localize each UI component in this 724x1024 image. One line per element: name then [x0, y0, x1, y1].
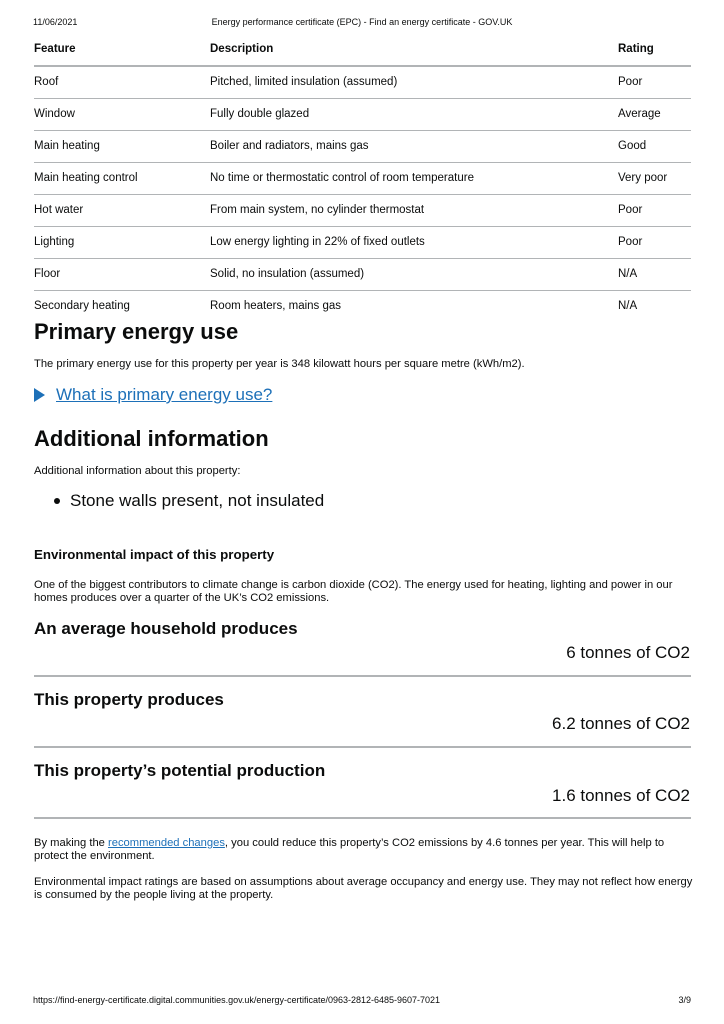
table-header-row — [34, 33, 691, 66]
feature-cell: Secondary heating — [34, 300, 130, 313]
triangle-right-icon — [34, 388, 45, 402]
description-cell: Low energy lighting in 22% of fixed outlets — [210, 226, 618, 258]
description-cell: Boiler and radiators, mains gas — [210, 130, 618, 162]
feature-cell: Main heating — [34, 130, 210, 162]
divider — [34, 675, 691, 677]
rating-cell: Average — [618, 98, 691, 130]
primary-energy-details-toggle[interactable] — [34, 384, 272, 406]
feature-cell: Roof — [34, 66, 210, 98]
property-produces-label: This property produces — [34, 690, 224, 709]
rating-cell: N/A — [618, 258, 691, 290]
description-cell: No time or thermostatic control of room temperature — [210, 162, 618, 194]
reduce-text-end: , you could reduce this property’s CO2 emissions by 4.6 tonnes per year. This will help to protect the environment. — [34, 837, 665, 862]
primary-energy-text: The primary energy use for this property per year is 348 kilowatt hours per square metre (kWh/m2). — [34, 358, 525, 370]
table-row — [34, 130, 691, 162]
potential-production-label: This property’s potential production — [34, 761, 326, 780]
reduce-text-start: By making the — [34, 837, 108, 849]
print-date: 11/06/2021 — [33, 17, 78, 27]
description-cell: Room heaters, mains gas — [210, 300, 342, 313]
average-household-value: 6 tonnes of CO2 — [566, 643, 690, 662]
feature-cell: Floor — [34, 258, 210, 290]
rating-cell: Poor — [618, 226, 691, 258]
description-cell: Solid, no insulation (assumed) — [210, 258, 618, 290]
table-row — [34, 162, 691, 194]
table-row — [34, 194, 691, 226]
rating-cell: N/A — [618, 300, 638, 313]
print-page-title: Energy performance certificate (EPC) - Find an energy certificate - GOV.UK — [211, 17, 513, 27]
bullet-icon — [54, 498, 60, 504]
average-household-label: An average household produces — [34, 619, 298, 638]
column-header-feature: Feature — [34, 33, 210, 66]
description-cell: Pitched, limited insulation (assumed) — [210, 66, 618, 98]
table-row — [34, 226, 691, 258]
table-row — [34, 66, 691, 98]
feature-cell: Hot water — [34, 194, 210, 226]
recommended-changes-link[interactable]: recommended changes — [108, 837, 225, 849]
table-row — [34, 98, 691, 130]
additional-info-intro: Additional information about this property: — [34, 465, 241, 477]
feature-cell: Main heating control — [34, 162, 210, 194]
column-header-description: Description — [210, 33, 618, 66]
property-produces-value: 6.2 tonnes of CO2 — [552, 714, 690, 733]
features-table — [34, 33, 691, 322]
potential-production-value: 1.6 tonnes of CO2 — [552, 786, 690, 805]
list-item-text: Stone walls present, not insulated — [70, 491, 325, 510]
column-header-rating: Rating — [618, 33, 691, 66]
description-cell: Fully double glazed — [210, 98, 618, 130]
divider — [34, 817, 691, 819]
description-cell: From main system, no cylinder thermostat — [210, 194, 618, 226]
print-header — [33, 17, 691, 29]
page-number: 3/9 — [678, 995, 691, 1005]
environmental-intro: One of the biggest contributors to climate change is carbon dioxide (CO2). The energy used for heating, lighting and power in our homes produces over a quarter of the UK’s CO2 emissions. — [34, 579, 673, 604]
primary-energy-heading: Primary energy use — [34, 319, 239, 344]
environmental-heading: Environmental impact of this property — [34, 547, 275, 562]
reduce-emissions-text — [34, 837, 694, 862]
rating-cell: Poor — [618, 194, 691, 226]
table-row — [34, 258, 691, 290]
details-summary-link[interactable]: What is primary energy use? — [56, 385, 273, 404]
divider — [34, 746, 691, 748]
additional-info-heading: Additional information — [34, 426, 269, 451]
table-row — [34, 290, 691, 322]
rating-cell: Very poor — [618, 162, 691, 194]
list-item — [54, 491, 324, 511]
rating-cell: Good — [618, 130, 691, 162]
impact-disclaimer: Environmental impact ratings are based on assumptions about average occupancy and energy use. They may not reflect how energy is consumed by the people living at the property. — [34, 876, 693, 901]
feature-cell: Lighting — [34, 226, 210, 258]
print-url: https://find-energy-certificate.digital.communities.gov.uk/energy-certificate/0963-2812-6485-9607-7021 — [33, 995, 441, 1005]
feature-cell: Window — [34, 98, 210, 130]
rating-cell: Poor — [618, 66, 691, 98]
